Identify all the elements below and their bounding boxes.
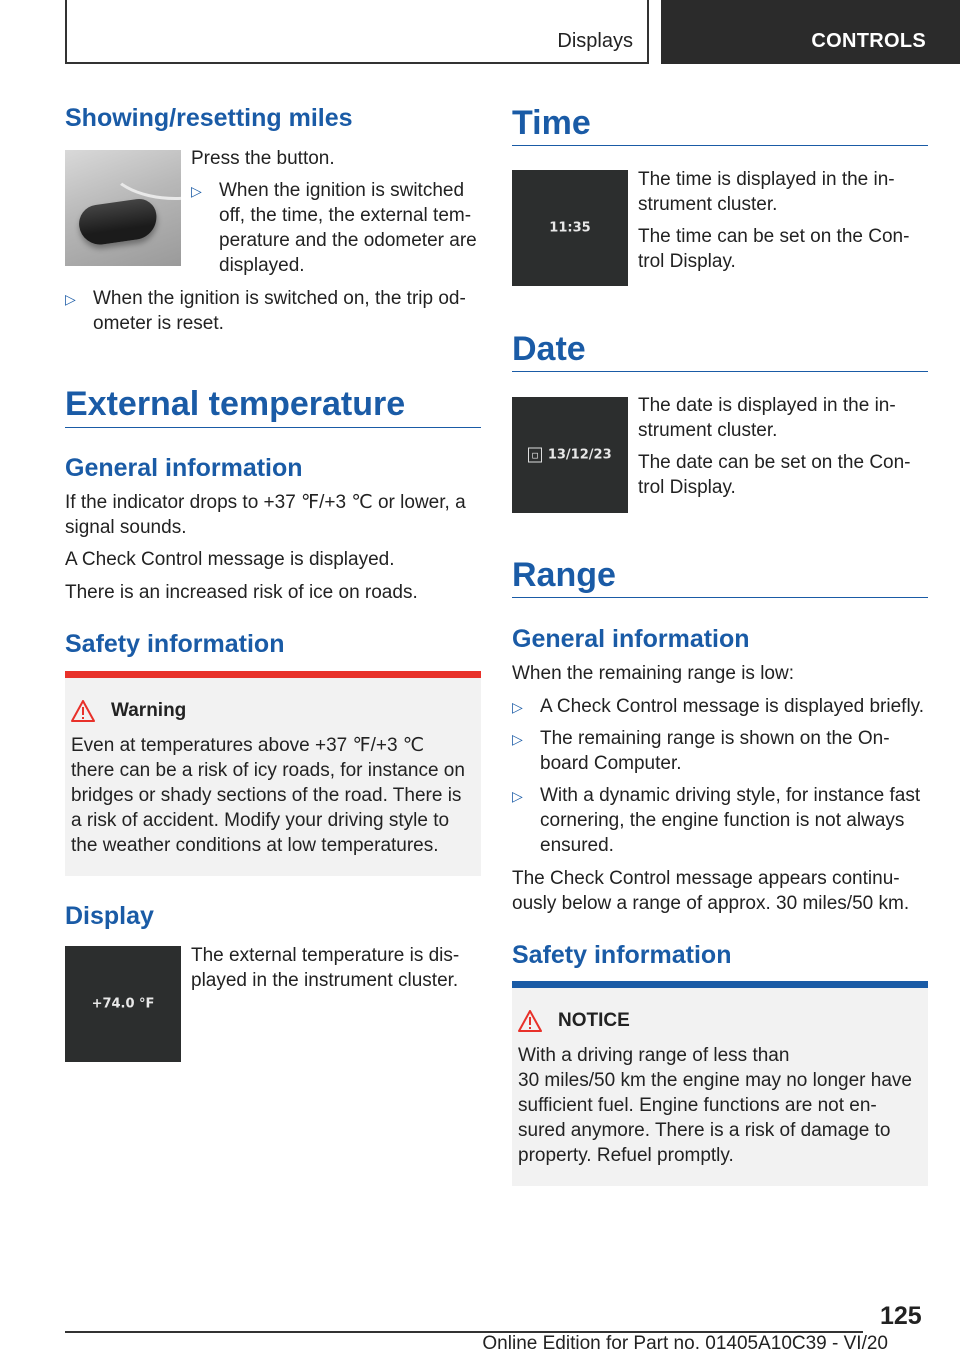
display-text: The external temperature is dis- played in the instrument cluster. xyxy=(191,945,460,991)
time-text-2: The time can be set on the Con- trol Display. xyxy=(638,226,910,272)
trip-reset-button-icon xyxy=(77,197,160,247)
warning-title: Warning xyxy=(111,700,187,721)
bullet-text: With a dynamic driving style, for instance fast cornering, the engine function is not always ensured. xyxy=(540,785,921,856)
warning-text: Even at temperatures above +37 ℉/+3 ℃ there can be a risk of icy roads, for instance on bridges or shady sections of the road. There is a risk of accident. Modify your driving style to the weather conditions at low temperatures. xyxy=(71,735,465,856)
range-general-heading: General information xyxy=(512,625,750,653)
bullet-text: When the ignition is switched off, the time, the external tem- perature and the odometer are displayed. xyxy=(219,180,477,276)
date-display-value: ▫ 13/12/23 xyxy=(512,448,628,463)
notice-text: With a driving range of less than 30 miles/50 km the engine may no longer have sufficient fuel. Engine functions are not en- sured anymore. There is a risk of damage to property. Refuel promptly. xyxy=(518,1045,912,1166)
bullet-text: When the ignition is switched on, the trip od- ometer is reset. xyxy=(93,288,466,334)
safety-info-heading: Safety information xyxy=(65,630,285,658)
display-heading: Display xyxy=(65,902,154,930)
notice-box xyxy=(512,981,928,1186)
range-safety-heading: Safety information xyxy=(512,941,732,969)
heading-rule xyxy=(512,597,928,598)
external-temperature-heading: External temperature xyxy=(65,385,406,423)
notice-title: NOTICE xyxy=(558,1010,630,1031)
bullet-text: The remaining range is shown on the On- board Computer. xyxy=(540,728,890,774)
miles-button-image xyxy=(65,150,181,266)
general-info-heading: General information xyxy=(65,454,303,482)
bullet-text: A Check Control message is displayed briefly. xyxy=(540,696,925,717)
bullet-triangle-icon: ▷ xyxy=(512,788,523,804)
date-text-1: The date is displayed in the in- strument cluster. xyxy=(638,395,896,441)
date-heading: Date xyxy=(512,330,586,368)
heading-rule xyxy=(512,371,928,372)
temperature-display-image xyxy=(65,946,181,1062)
page-number: 125 xyxy=(880,1302,922,1330)
time-heading: Time xyxy=(512,104,591,142)
bullet-triangle-icon: ▷ xyxy=(512,699,523,715)
time-display-value: 11:35 xyxy=(549,220,591,236)
temperature-display-value: +74.0 °F xyxy=(91,996,155,1012)
bullet-triangle-icon: ▷ xyxy=(65,291,76,307)
warning-triangle-icon xyxy=(518,1010,542,1032)
miles-heading: Showing/resetting miles xyxy=(65,104,353,132)
header-chapter-label: CONTROLS xyxy=(811,30,926,52)
time-display-image xyxy=(512,170,628,286)
warning-triangle-icon xyxy=(71,700,95,722)
calendar-icon: ▫ xyxy=(528,448,541,463)
ice-risk-text: There is an increased risk of ice on roads. xyxy=(65,582,418,603)
general-info-text: If the indicator drops to +37 ℉/+3 ℃ or lower, a signal sounds. xyxy=(65,492,466,538)
miles-text: Press the button. xyxy=(191,148,335,169)
date-text-2: The date can be set on the Con- trol Display. xyxy=(638,452,911,498)
header-section-tab xyxy=(65,0,649,64)
footer-edition: Online Edition for Part no. 01405A10C39 - VI/20 xyxy=(482,1333,888,1354)
range-intro-text: When the remaining range is low: xyxy=(512,663,794,684)
check-control-range-text: The Check Control message appears continu- ously below a range of approx. 30 miles/50 km. xyxy=(512,868,910,914)
check-control-text: A Check Control message is displayed. xyxy=(65,549,395,570)
warning-box xyxy=(65,671,481,876)
header-section-label: Displays xyxy=(557,30,633,52)
range-heading: Range xyxy=(512,556,616,594)
heading-rule xyxy=(65,427,481,428)
time-text-1: The time is displayed in the in- strument cluster. xyxy=(638,169,895,215)
heading-rule xyxy=(512,145,928,146)
header-chapter-tab xyxy=(661,0,960,64)
bullet-triangle-icon: ▷ xyxy=(512,731,523,747)
bullet-triangle-icon: ▷ xyxy=(191,183,202,199)
date-display-image xyxy=(512,397,628,513)
